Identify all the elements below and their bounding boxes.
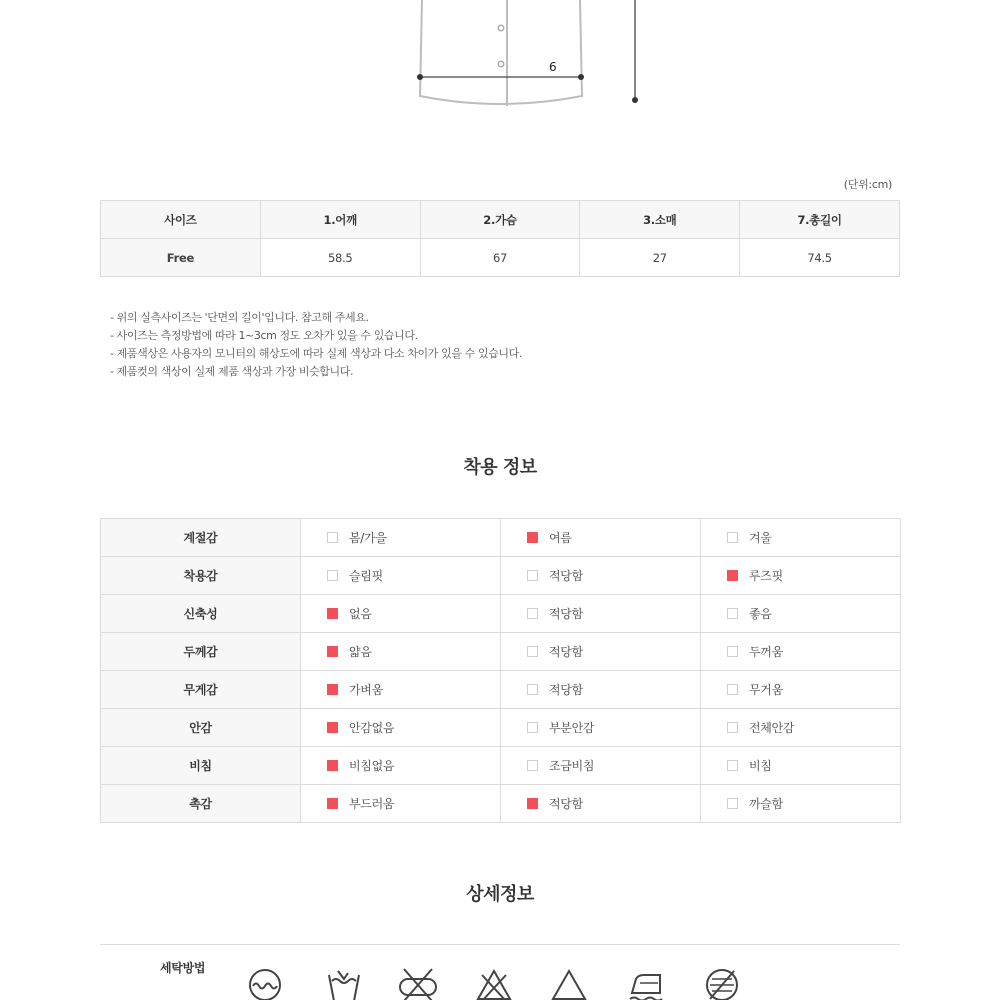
fit-option [701,519,901,557]
size-unit-label: (단위:cm) [843,178,892,191]
fit-option [701,747,901,785]
fit-option [501,785,701,823]
fit-option [301,557,501,595]
fit-option-label: 가벼움 [349,683,383,697]
fit-option-label: 얇음 [349,645,372,659]
size-table-header: 3.소매 [580,201,740,239]
measure-endpoint [417,74,423,80]
unchecked-box-icon [327,570,338,581]
measure-endpoint [632,97,638,103]
no-tumble-dry-icon [702,967,742,1000]
fit-option [701,557,901,595]
fit-option-label: 적당함 [549,645,583,659]
fit-option-label: 좋음 [749,607,772,621]
checked-box-icon [327,646,338,657]
fit-option-label: 조금비침 [549,759,595,773]
fit-option-label: 루즈핏 [749,569,783,583]
size-note: - 제품색상은 사용자의 모니터의 해상도에 따라 실제 색상과 다소 차이가 있을 수 있습니다. [110,347,522,360]
unchecked-box-icon [727,722,738,733]
wash-method-label: 세탁방법 [160,961,206,975]
size-name-cell: Free [101,239,261,277]
unchecked-box-icon [527,646,538,657]
button-icon [498,61,504,67]
fit-option [701,633,901,671]
fit-option-label: 전체안감 [749,721,795,735]
fit-option-label: 없음 [349,607,372,621]
fit-option-label: 슬림핏 [349,569,383,583]
checked-box-icon [327,760,338,771]
size-note: - 사이즈는 측정방법에 따라 1~3cm 정도 오차가 있을 수 있습니다. [110,329,418,342]
unchecked-box-icon [327,532,338,543]
hand-wash-icon [324,967,364,1000]
measure-label: 6 [549,60,557,74]
fit-option-label: 두꺼움 [749,645,783,659]
size-notes-list [110,309,522,381]
size-table-header-row [101,201,900,239]
checked-box-icon [527,798,538,809]
unchecked-box-icon [727,798,738,809]
unchecked-box-icon [527,760,538,771]
fit-option [501,633,701,671]
size-table-header: 사이즈 [101,201,261,239]
checked-box-icon [527,532,538,543]
garment-outline [420,0,582,104]
fit-option-label: 적당함 [549,683,583,697]
no-dry-clean-icon [398,967,438,1000]
measure-endpoint [578,74,584,80]
fit-category-cell: 신축성 [101,595,301,633]
size-value-cell: 58.5 [260,239,420,277]
fit-option-label: 무거움 [749,683,783,697]
size-table-header: 1.어깨 [260,201,420,239]
checked-box-icon [727,570,738,581]
fit-option-label: 여름 [549,531,572,545]
fit-option [501,709,701,747]
size-note: - 제품컷의 색상이 실제 제품 색상과 가장 비슷합니다. [110,365,354,378]
fit-option-label: 안감없음 [349,721,395,735]
size-table-row [101,239,900,277]
fit-info-row [101,519,901,557]
fit-info-row [101,709,901,747]
unchecked-box-icon [727,684,738,695]
fit-option [301,671,501,709]
fit-option-label: 적당함 [549,797,583,811]
fit-option-label: 부드러움 [349,797,395,811]
fit-category-cell: 무게감 [101,671,301,709]
fit-info-title: 착용 정보 [463,457,537,478]
fit-option [301,633,501,671]
detail-info-title: 상세정보 [466,884,534,905]
unchecked-box-icon [527,684,538,695]
wash-method-row [100,944,900,1000]
fit-option [501,671,701,709]
size-value-cell: 27 [580,239,740,277]
fit-option [301,519,501,557]
fit-option-label: 겨울 [749,531,772,545]
fit-info-row [101,785,901,823]
fit-option-label: 비침 [749,759,772,773]
fit-category-cell: 계절감 [101,519,301,557]
no-bleach-icon [474,967,514,1000]
fit-info-row [101,633,901,671]
unchecked-box-icon [527,570,538,581]
checked-box-icon [327,684,338,695]
fit-option-label: 까슬함 [749,797,783,811]
fit-info-row [101,747,901,785]
fit-option [501,557,701,595]
fit-category-cell: 촉감 [101,785,301,823]
fit-option-label: 적당함 [549,569,583,583]
machine-wash-icon [245,967,285,1000]
checked-box-icon [327,722,338,733]
unchecked-box-icon [727,760,738,771]
fit-option [701,785,901,823]
fit-option [301,785,501,823]
fit-category-cell: 안감 [101,709,301,747]
fit-option-label: 적당함 [549,607,583,621]
size-table-header: 7.총길이 [740,201,900,239]
fit-option [301,747,501,785]
size-table-header: 2.가슴 [420,201,580,239]
fit-option [701,595,901,633]
fit-info-row [101,557,901,595]
size-value-cell: 74.5 [740,239,900,277]
fit-option [501,519,701,557]
fit-category-cell: 비침 [101,747,301,785]
fit-option-label: 비침없음 [349,759,395,773]
bleach-icon [549,967,589,1000]
fit-category-cell: 착용감 [101,557,301,595]
iron-icon [626,967,666,1000]
size-note: - 위의 실측사이즈는 '단면의 길이'입니다. 참고해 주세요. [110,311,369,324]
checked-box-icon [327,798,338,809]
fit-option [701,709,901,747]
unchecked-box-icon [727,608,738,619]
fit-info-table [100,518,901,823]
checked-box-icon [327,608,338,619]
garment-measure-illustration [400,0,660,110]
size-table [100,200,900,277]
fit-option-label: 부분안감 [549,721,595,735]
fit-category-cell: 두께감 [101,633,301,671]
unchecked-box-icon [727,532,738,543]
fit-info-row [101,595,901,633]
unchecked-box-icon [727,646,738,657]
unchecked-box-icon [527,608,538,619]
fit-option [301,595,501,633]
size-value-cell: 67 [420,239,580,277]
button-icon [498,25,504,31]
unchecked-box-icon [527,722,538,733]
fit-option [701,671,901,709]
fit-option-label: 봄/가을 [349,531,387,545]
fit-info-row [101,671,901,709]
fit-option [501,595,701,633]
fit-option [501,747,701,785]
fit-option [301,709,501,747]
